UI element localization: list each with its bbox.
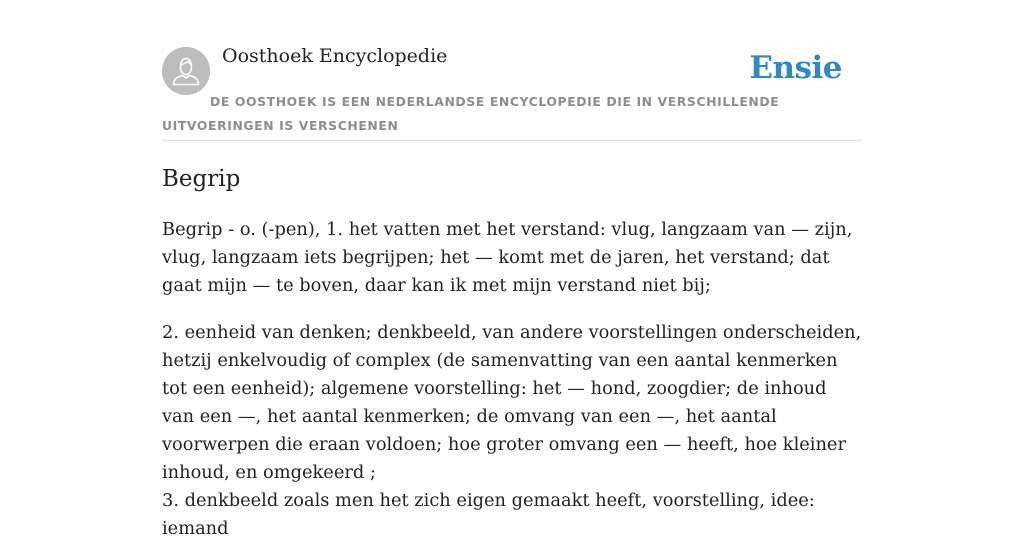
ensie-logo[interactable]: Ensie xyxy=(749,50,842,86)
article xyxy=(162,160,862,543)
source-description: DE OOSTHOEK IS EEN NEDERLANDSE ENCYCLOPEDIE DIE IN VERSCHILLENDE UITVOERINGEN IS VERSCHENEN xyxy=(162,94,780,133)
user-icon[interactable] xyxy=(162,47,210,95)
definition-paragraph-1: Begrip - o. (-pen), 1. het vatten met het verstand: vlug, langzaam van — zijn, vlug, langzaam iets begrijpen; het — komt met de jaren, het verstand; dat gaat mijn — te boven, daar kan ik met mijn verstand niet bij; xyxy=(162,219,853,296)
definition-paragraph-3: 3. denkbeeld zoals men het zich eigen gemaakt heeft, voorstelling, idee: iemand xyxy=(162,490,815,539)
source-title[interactable]: Oosthoek Encyclopedie xyxy=(222,45,448,67)
definition-paragraph-2: 2. eenheid van denken; denkbeeld, van andere voorstellingen onderscheiden, hetzij enkelvoudig of complex (de samenvatting van een aantal kenmerken tot een eenheid); algemene voorstelling: het — hond, zoogdier; de inhoud van een —, het aantal kenmerken; de omvang van een —, het aantal voorwerpen die eraan voldoen; hoe groter omvang een — heeft, hoe kleiner inhoud, en omgekeerd ; xyxy=(162,322,862,483)
article-title: Begrip xyxy=(162,166,241,192)
source-header xyxy=(162,0,862,141)
